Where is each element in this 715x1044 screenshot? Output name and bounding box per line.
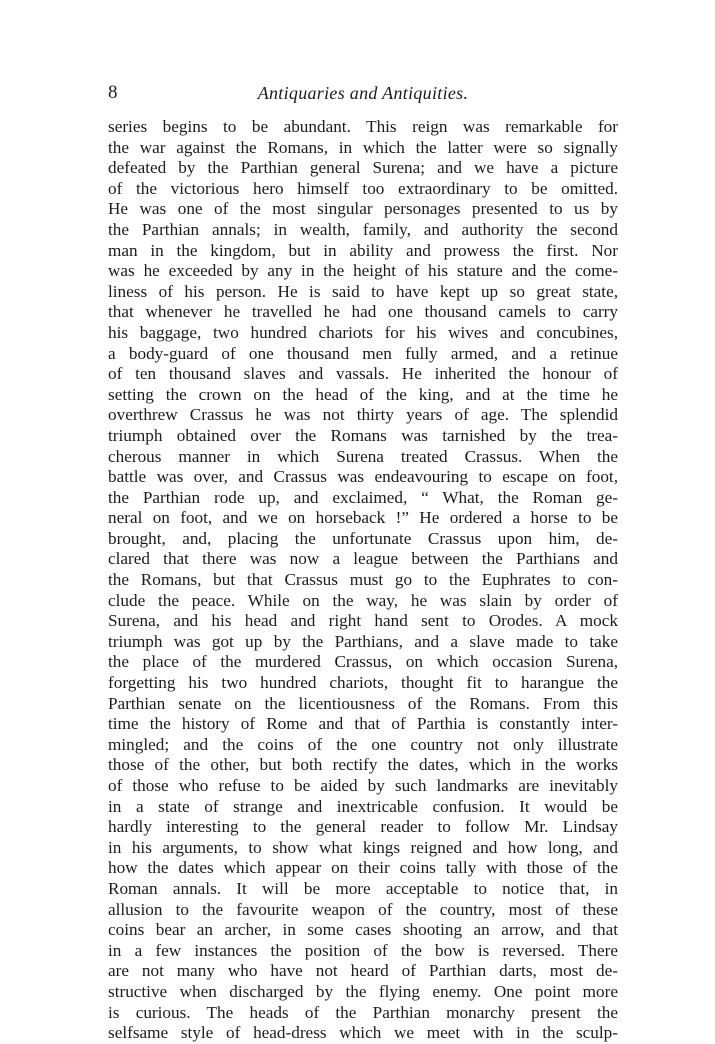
text-line: defeated by the Parthian general Surena; and we have a picture	[108, 158, 618, 178]
text-line: cherous manner in which Surena treated Crassus. When the	[108, 446, 618, 466]
text-line: allusion to the favourite weapon of the country, most of these	[108, 899, 618, 919]
text-line: Parthian senate on the licentiousness of the Romans. From this	[108, 693, 618, 713]
text-line: in a state of strange and inextricable confusion. It would be	[108, 796, 618, 816]
text-line: the Romans, but that Crassus must go to the Euphrates to con-	[108, 570, 618, 590]
text-line: time the history of Rome and that of Parthia is constantly inter-	[108, 714, 618, 734]
text-line: hardly interesting to the general reader to follow Mr. Lindsay	[108, 817, 618, 837]
text-line: the place of the murdered Crassus, on which occasion Surena,	[108, 652, 618, 672]
text-line: was he exceeded by any in the height of his stature and the come-	[108, 261, 618, 281]
text-line: is curious. The heads of the Parthian monarchy present the	[108, 1002, 618, 1022]
text-line: of those who refuse to be aided by such landmarks are inevitably	[108, 776, 618, 795]
text-line: of ten thousand slaves and vassals. He inherited the honour of	[108, 364, 618, 384]
text-line: Surena, and his head and right hand sent to Orodes. A mock	[108, 611, 618, 631]
text-line: of the victorious hero himself too extraordinary to be omitted.	[108, 178, 618, 198]
text-line: overthrew Crassus he was not thirty years of age. The splendid	[108, 405, 618, 425]
text-line: triumph obtained over the Romans was tarnished by the trea-	[108, 425, 618, 445]
text-line: mingled; and the coins of the one country not only illustrate	[108, 734, 618, 754]
text-line: battle was over, and Crassus was endeavouring to escape on foot,	[108, 467, 618, 487]
text-line: setting the crown on the head of the king, and at the time he	[108, 384, 618, 404]
text-line: triumph was got up by the Parthians, and a slave made to take	[108, 631, 618, 651]
text-line: a body-guard of one thousand men fully armed, and a retinue	[108, 343, 618, 363]
page-header	[108, 80, 618, 106]
text-line: the war against the Romans, in which the latter were so signally	[108, 137, 618, 157]
text-line: clared that there was now a league between the Parthians and	[108, 549, 618, 569]
text-line: forgetting his two hundred chariots, thought fit to harangue the	[108, 673, 618, 693]
text-line: coins bear an archer, in some cases shooting an arrow, and that	[108, 920, 618, 940]
text-line: the Parthian annals; in wealth, family, and authority the second	[108, 219, 618, 239]
text-line: those of the other, but both rectify the dates, which in the works	[108, 755, 618, 775]
page-number: 8	[108, 82, 118, 103]
text-line: Roman annals. It will be more acceptable to notice that, in	[108, 878, 618, 898]
text-line: series begins to be abundant. This reign was remarkable for	[108, 117, 618, 136]
text-line: brought, and, placing the unfortunate Crassus upon him, de-	[108, 528, 618, 548]
text-line: man in the kingdom, but in ability and prowess the first. Nor	[108, 240, 618, 260]
text-line: selfsame style of head-dress which we meet with in the sculp-	[108, 1023, 618, 1043]
text-line: in his arguments, to show what kings reigned and how long, and	[108, 837, 618, 857]
text-line: structive when discharged by the flying enemy. One point more	[108, 981, 618, 1001]
body-text	[108, 117, 618, 1044]
text-line: that whenever he travelled he had one thousand camels to carry	[108, 302, 618, 322]
text-line: how the dates which appear on their coins tally with those of the	[108, 858, 618, 878]
text-line: in a few instances the position of the bow is reversed. There	[108, 940, 618, 960]
text-line: clude the peace. While on the way, he was slain by order of	[108, 590, 618, 610]
text-line: his baggage, two hundred chariots for his wives and concubines,	[108, 322, 618, 342]
text-line: liness of his person. He is said to have kept up so great state,	[108, 281, 618, 301]
text-line: neral on foot, and we on horseback !” He ordered a horse to be	[108, 508, 618, 528]
running-title: Antiquaries and Antiquities.	[257, 83, 469, 103]
text-line: He was one of the most singular personages presented to us by	[108, 199, 618, 219]
text-line: the Parthian rode up, and exclaimed, “ What, the Roman ge-	[108, 487, 618, 507]
text-line: are not many who have not heard of Parthian darts, most de-	[108, 961, 618, 981]
